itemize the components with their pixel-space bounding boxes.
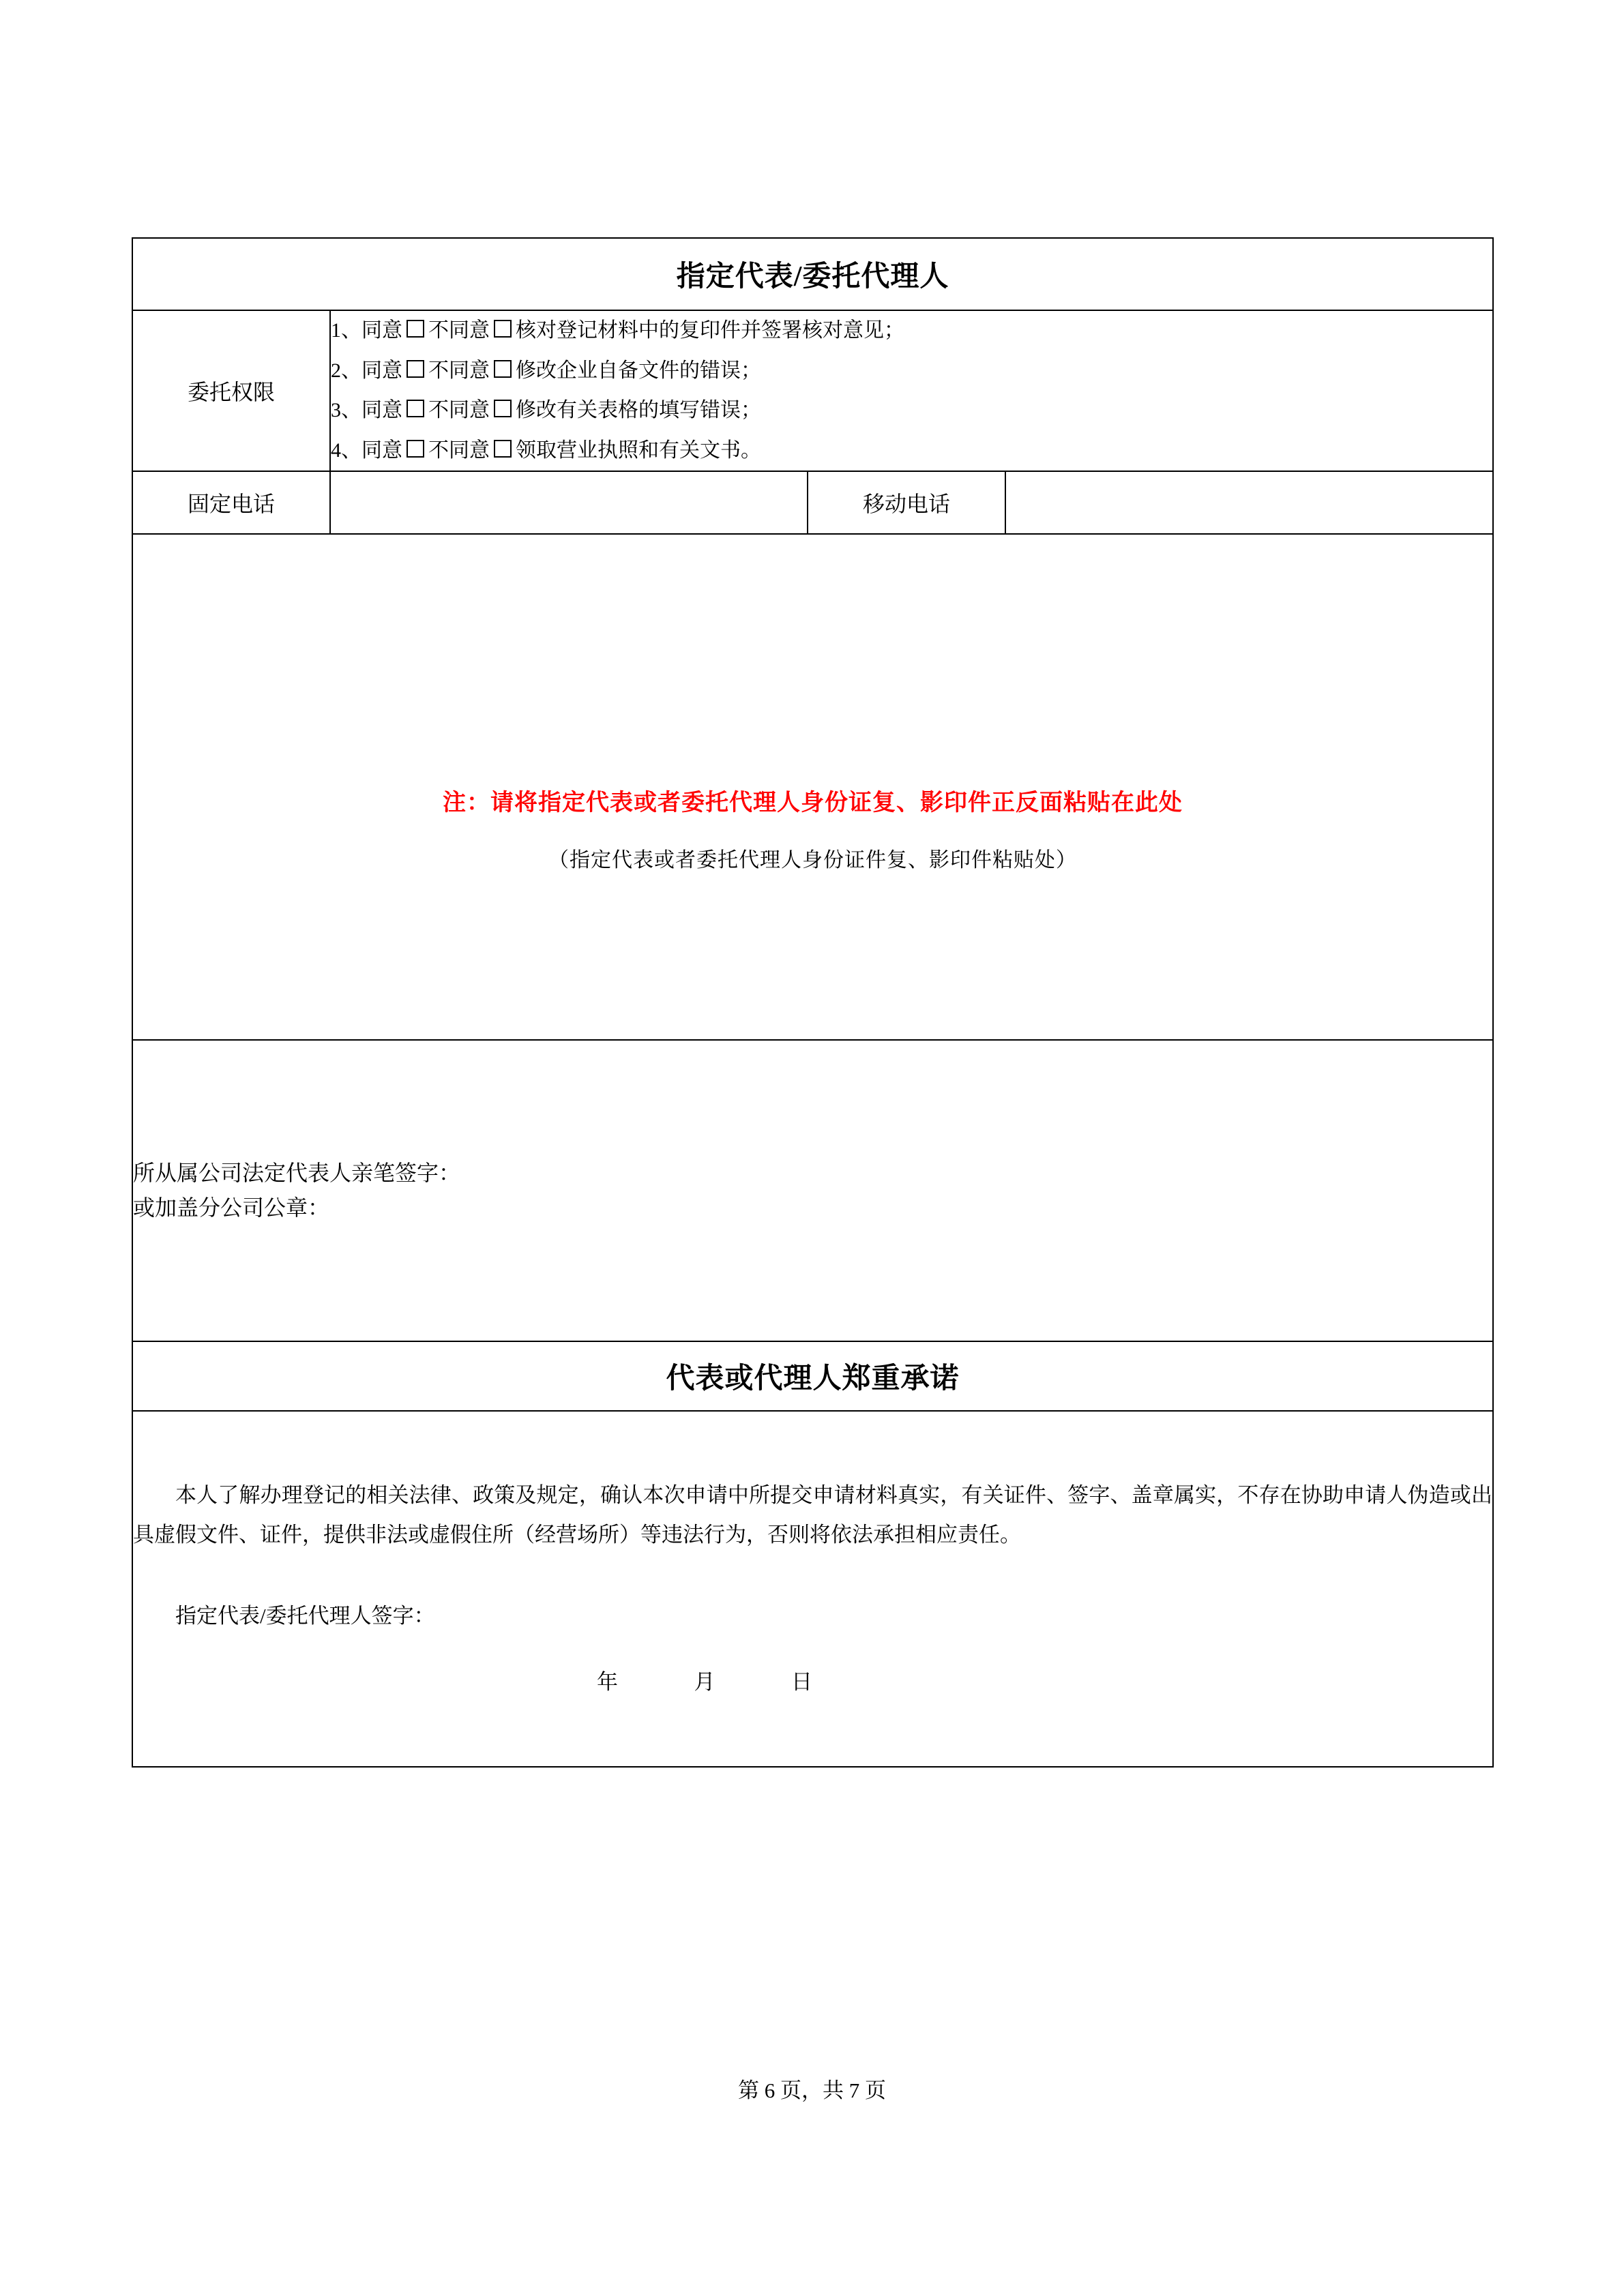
paste-row — [132, 534, 1493, 1040]
authority-item-3-disagree-checkbox[interactable] — [494, 400, 512, 417]
promise-paragraph: 本人了解办理登记的相关法律、政策及规定，确认本次申请中所提交申请材料真实，有关证件、签字、盖章属实，不存在协助申请人伪造或出具虚假文件、证件，提供非法或虚假住所（经营场所）等违法行为，否则将依法承担相应责任。 — [133, 1483, 1493, 1547]
promise-title-row — [132, 1341, 1493, 1411]
authority-row — [132, 310, 1493, 471]
mobile-phone-label: 移动电话 — [808, 471, 1005, 534]
paste-sub-note: （指定代表或者委托代理人身份证件复、影印件粘贴处） — [548, 848, 1078, 871]
authority-item-1-agree-checkbox[interactable] — [407, 320, 424, 338]
authority-item-4-disagree-checkbox[interactable] — [494, 440, 512, 458]
mobile-phone-input[interactable] — [1005, 471, 1493, 534]
id-card-paste-area[interactable] — [132, 534, 1493, 1040]
authority-item-2 — [331, 351, 1492, 391]
authority-item-2-disagree-checkbox[interactable] — [494, 360, 512, 378]
date-day-label: 日 — [791, 1670, 814, 1695]
promise-body-area — [132, 1411, 1493, 1767]
authority-item-1-agree-label: 同意 — [361, 319, 402, 342]
promise-body-row — [132, 1411, 1493, 1767]
promise-date-line — [133, 1663, 1492, 1701]
signature-line-1: 所从属公司法定代表人亲笔签字： — [133, 1160, 461, 1185]
authority-label: 委托权限 — [132, 310, 330, 471]
page-footer: 第 6 页，共 7 页 — [738, 2078, 886, 2102]
authority-item-4-text: 领取营业执照和有关文书。 — [516, 438, 761, 462]
date-month-label: 月 — [694, 1670, 717, 1695]
title-row — [132, 238, 1493, 310]
authority-item-3-agree-label: 同意 — [361, 399, 402, 421]
authority-item-2-text: 修改企业自备文件的错误； — [516, 359, 761, 382]
authority-options — [330, 310, 1493, 471]
authority-item-1-disagree-checkbox[interactable] — [494, 320, 512, 338]
authority-item-1 — [331, 311, 1492, 351]
authority-item-4 — [331, 431, 1492, 471]
promise-title: 代表或代理人郑重承诺 — [132, 1341, 1493, 1411]
authority-item-4-disagree-label: 不同意 — [428, 438, 490, 462]
promise-signature-label: 指定代表/委托代理人签字： — [175, 1604, 435, 1628]
authority-item-3-text: 修改有关表格的填写错误； — [516, 399, 761, 421]
authority-item-2-disagree-label: 不同意 — [428, 359, 490, 382]
authority-item-1-disagree-label: 不同意 — [428, 319, 490, 342]
authority-item-4-index: 4、 — [331, 438, 361, 462]
authority-item-1-index: 1、 — [331, 319, 361, 342]
paste-note: 注：请将指定代表或者委托代理人身份证复、影印件正反面粘贴在此处 — [443, 790, 1183, 816]
page-title: 指定代表/委托代理人 — [132, 238, 1493, 310]
authority-item-4-agree-label: 同意 — [361, 438, 402, 462]
fixed-phone-label: 固定电话 — [132, 471, 330, 534]
signature-row — [132, 1040, 1493, 1341]
authority-item-2-agree-label: 同意 — [361, 359, 402, 382]
authority-item-3-agree-checkbox[interactable] — [407, 400, 424, 417]
authority-item-3 — [331, 391, 1492, 431]
authority-item-1-text: 核对登记材料中的复印件并签署核对意见； — [516, 319, 904, 342]
delegate-form-table — [132, 237, 1494, 1768]
paste-area-inner — [133, 784, 1492, 873]
signature-line-2: 或加盖分公司公章： — [133, 1195, 330, 1220]
date-year-label: 年 — [597, 1670, 619, 1695]
phone-row — [132, 471, 1493, 534]
fixed-phone-input[interactable] — [330, 471, 808, 534]
authority-item-4-agree-checkbox[interactable] — [407, 440, 424, 458]
authority-item-2-agree-checkbox[interactable] — [407, 360, 424, 378]
company-signature-area[interactable] — [132, 1040, 1493, 1341]
authority-item-3-disagree-label: 不同意 — [428, 399, 490, 421]
authority-item-3-index: 3、 — [331, 399, 361, 421]
authority-item-2-index: 2、 — [331, 359, 361, 382]
